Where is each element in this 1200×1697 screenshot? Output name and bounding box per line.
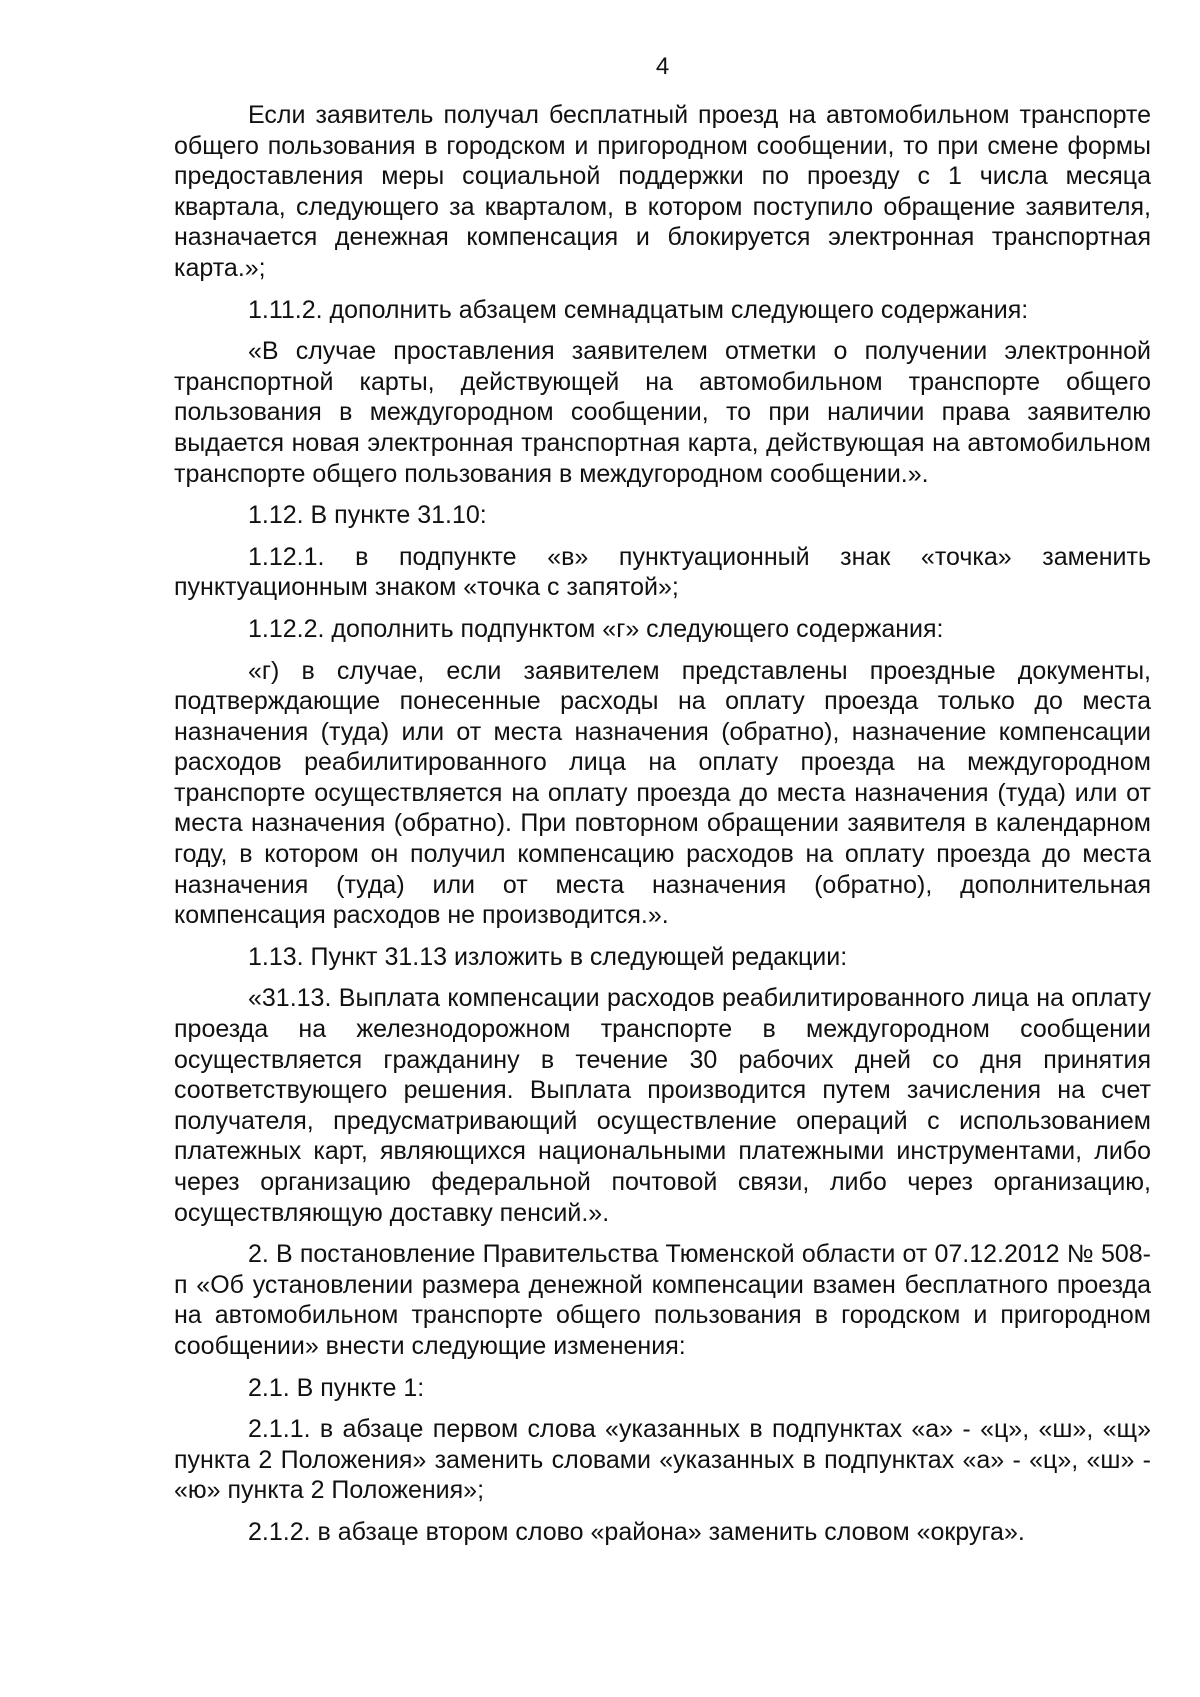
document-body [174,100,1151,1548]
paragraph-1-12: 1.12. В пункте 31.10: [248,501,487,530]
page-number: 4 [655,53,670,80]
paragraph-2: 2. В постановление Правительства Тюменской области от 07.12.2012 № 508-п «Об установлении размера денежной компенсации взамен бесплатного проезда на автомобильном транспорте общего пользования в городском и пригородном сообщении» внести следующие изменения: [174,1240,1151,1360]
paragraph-compensation-blocking: Если заявитель получал бесплатный проезд на автомобильном транспорте общего пользования в городском и пригородном сообщении, то при смене формы предоставления меры социальной поддержки по проезду с 1 числа месяца квартала, следующего за кварталом, в котором поступило обращение заявителя, назначается денежная компенсация и блокируется электронная транспортная карта.»; [174,101,1151,282]
paragraph-2-1: 2.1. В пункте 1: [248,1373,425,1402]
paragraph-1-12-2: 1.12.2. дополнить подпунктом «г» следующего содержания: [248,614,944,643]
paragraph-1-11-2: 1.11.2. дополнить абзацем семнадцатым следующего содержания: [248,295,1029,324]
paragraph-2-1-2: 2.1.2. в абзаце втором слово «района» заменить словом «округа». [248,1517,1025,1546]
paragraph-quote-subitem-g: «г) в случае, если заявителем представлены проездные документы, подтверждающие понесенные расходы на оплату проезда только до места назначения (туда) или от места назначения (обратно), назначение компенсации расходов реабилитированного лица на оплату проезда на междугородном транспорте осуществляется на оплату проезда до места назначения (туда) или от места назначения (обратно). При повторном обращении заявителя в календарном году, в котором он получил компенсацию расходов на оплату проезда до места назначения (туда) или от места назначения (обратно), дополнительная компенсация расходов не производится.». [174,656,1151,930]
paragraph-quote-intercity-card: «В случае проставления заявителем отметки о получении электронной транспортной карты, действующей на автомобильном транспорте общего пользования в междугородном сообщении, то при наличии права заявителю выдается новая электронная транспортная карта, действующая на автомобильном транспорте общего пользования в междугородном сообщении.». [174,337,1151,488]
paragraph-2-1-1: 2.1.1. в абзаце первом слова «указанных в подпунктах «а» - «ц», «ш», «щ» пункта 2 Положения» заменить словами «указанных в подпунктах «а» - «ц», «ш» - «ю» пункта 2 Положения»; [174,1415,1151,1505]
paragraph-1-12-1: 1.12.1. в подпункте «в» пунктуационный знак «точка» заменить пунктуационным знаком «точка с запятой»; [174,542,1151,602]
paragraph-quote-31-13: «31.13. Выплата компенсации расходов реабилитированного лица на оплату проезда на железнодорожном транспорте в междугородном сообщении осуществляется гражданину в течение 30 рабочих дней со дня принятия соответствующего решения. Выплата производится путем зачисления на счет получателя, предусматривающий осуществление операций с использованием платежных карт, являющихся национальными платежными инструментами, либо через организацию федеральной почтовой связи, либо через организацию, осуществляющую доставку пенсий.». [174,984,1151,1227]
paragraph-1-13: 1.13. Пункт 31.13 изложить в следующей редакции: [248,942,848,971]
